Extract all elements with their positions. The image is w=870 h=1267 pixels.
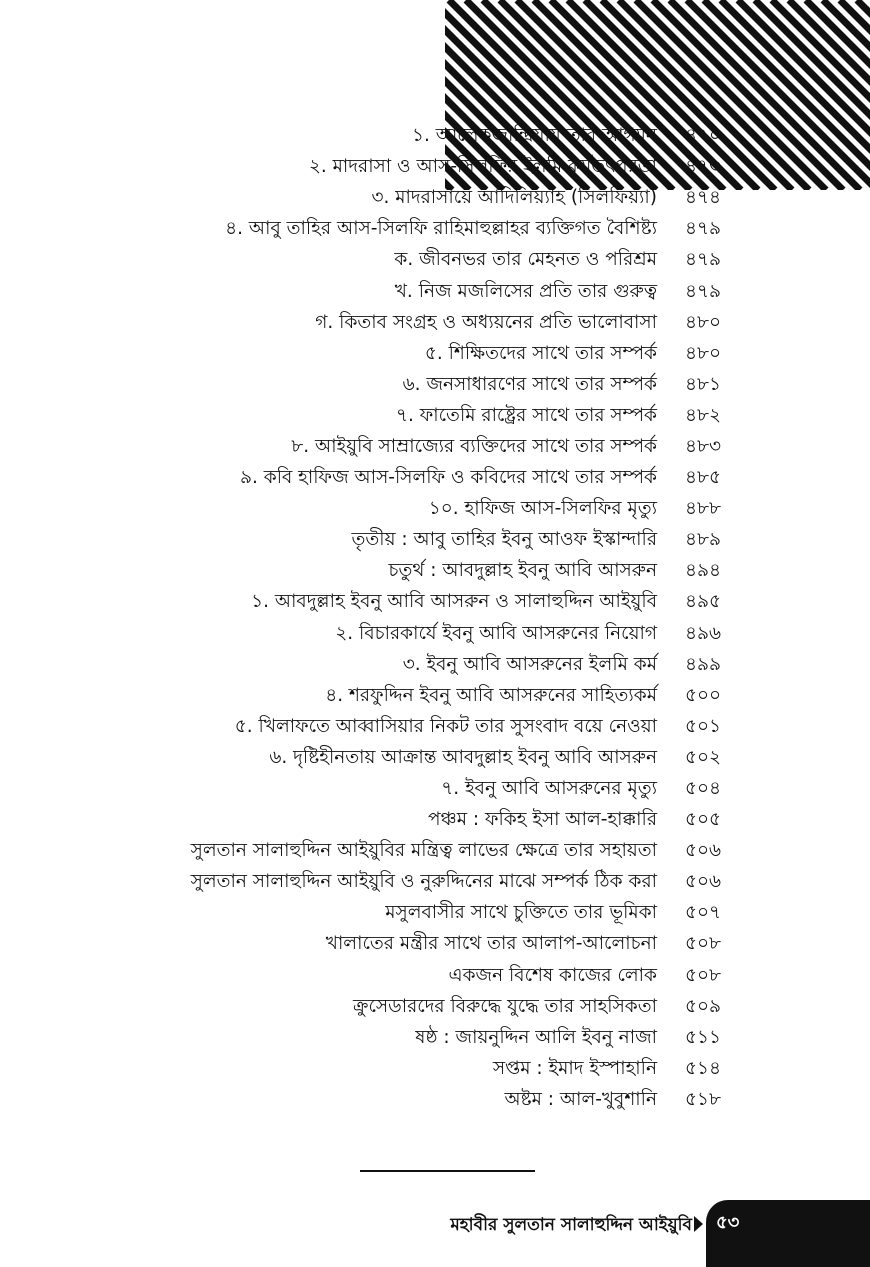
toc-entry-title: মসুলবাসীর সাথে চুক্তিতে তার ভূমিকা (385, 902, 657, 924)
toc-entry-page: ৫০৪ (685, 778, 722, 800)
page-number: ৫৩ (716, 1212, 740, 1233)
toc-entry-page: ৫০৬ (685, 840, 722, 862)
toc-entry (130, 338, 745, 369)
toc-entry-title: তৃতীয় : আবু তাহির ইবনু আওফ ইস্কান্দারি (351, 529, 657, 551)
toc-entry (130, 711, 745, 742)
toc-entry-title: গ. কিতাব সংগ্রহ ও অধ্যয়নের প্রতি ভালোবাসা (315, 311, 657, 333)
toc-entry-title: ৪. আবু তাহির আস-সিলফি রাহিমাহুল্লাহর ব্যক্তিগত বৈশিষ্ট্য (225, 218, 657, 240)
toc-entry (130, 555, 745, 586)
toc-entry-page: ৪৭৯ (685, 218, 722, 240)
toc-entry-page: ৫০৬ (685, 871, 722, 893)
toc-entry (130, 1084, 745, 1115)
toc-entry-page: ৪৮২ (685, 404, 722, 426)
toc-entry-title: ৬. জনসাধারণের সাথে তার সম্পর্ক (402, 373, 657, 395)
toc-entry-title: ৫. শিক্ষিতদের সাথে তার সম্পর্ক (424, 342, 657, 364)
toc-entry-page: ৫০৯ (685, 995, 722, 1017)
toc-entry (130, 773, 745, 804)
toc-entry (130, 897, 745, 928)
toc-entry-page: ৪৮০ (685, 311, 722, 333)
toc-entry-page: ৪৮০ (685, 342, 722, 364)
toc-entry-page: ৪৮১ (685, 373, 722, 395)
toc-entry-title: খালাতের মন্ত্রীর সাথে তার আলাপ-আলোচনা (325, 933, 657, 955)
toc-entry-page: ৪৯৪ (685, 560, 722, 582)
toc-entry-title: ৬. দৃষ্টিহীনতায় আক্রান্ত আবদুল্লাহ ইবনু আবি আসরুন (269, 746, 657, 768)
toc-entry-title: ১. আবদুল্লাহ ইবনু আবি আসরুন ও সালাহুদ্দিন আইয়ুবি (251, 591, 657, 613)
toc-entry (130, 649, 745, 680)
toc-entry-title: ২. বিচারকার্যে ইবনু আবি আসরুনের নিয়োগ (335, 622, 657, 644)
toc-entry-page: ৫০৭ (685, 902, 722, 924)
toc-entry-page: ৫১৮ (685, 1088, 722, 1110)
toc-entry-page: ৫০৫ (685, 809, 722, 831)
toc-entry-page: ৪৮৮ (685, 498, 722, 520)
toc-entry (130, 275, 745, 306)
toc-entry-page: ৫০৮ (685, 964, 722, 986)
toc-entry (130, 431, 745, 462)
toc-entry-page: ৪৭৪ (685, 187, 722, 209)
toc-entry-page: ৪৭৩ (685, 156, 722, 178)
table-of-contents (130, 120, 745, 1115)
toc-entry-title: ১. আলেকজান্দ্রিয়ায় তার আগমন (411, 125, 657, 147)
toc-entry (130, 524, 745, 555)
toc-entry-page: ৪৭৯ (685, 249, 722, 271)
toc-entry-page: ৪৮৫ (685, 467, 722, 489)
toc-entry (130, 742, 745, 773)
toc-entry-page: ৪৮৩ (685, 435, 722, 457)
toc-entry-page: ৪৮৯ (685, 529, 722, 551)
toc-entry-title: ৯. কবি হাফিজ আস-সিলফি ও কবিদের সাথে তার সম্পর্ক (240, 467, 657, 489)
toc-entry-title: ষষ্ঠ : জায়নুদ্দিন আলি ইবনু নাজা (415, 1026, 657, 1048)
toc-entry-title: চতুর্থ : আবদুল্লাহ ইবনু আবি আসরুন (388, 560, 657, 582)
toc-entry-page: ৫০০ (685, 684, 722, 706)
footer-book-title: মহাবীর সুলতান সালাহুদ্দিন আইয়ুবি (450, 1215, 692, 1235)
toc-entry-title: ৮. আইয়ুবি সাম্রাজ্যের ব্যক্তিদের সাথে তার সম্পর্ক (291, 435, 657, 457)
toc-entry (130, 866, 745, 897)
toc-entry-title: ৩. ইবনু আবি আসরুনের ইলমি কর্ম (402, 653, 657, 675)
toc-entry (130, 213, 745, 244)
toc-entry-page: ৫১৪ (685, 1057, 722, 1079)
toc-entry-page: ৫০১ (685, 715, 722, 737)
toc-entry-title: অষ্টম : আল-খুবুশানি (504, 1088, 657, 1110)
footnote-divider (360, 1170, 535, 1172)
toc-entry-page: ৫০৮ (685, 933, 722, 955)
toc-entry (130, 680, 745, 711)
toc-entry (130, 369, 745, 400)
toc-entry (130, 400, 745, 431)
toc-entry (130, 182, 745, 213)
toc-entry-page: ৫১১ (685, 1026, 722, 1048)
toc-entry-page: ৪৯৬ (685, 622, 722, 644)
toc-entry (130, 244, 745, 275)
toc-entry-title: ৭. ফাতেমি রাষ্ট্রের সাথে তার সম্পর্ক (395, 404, 657, 426)
toc-entry-title: ক. জীবনভর তার মেহনত ও পরিশ্রম (394, 249, 657, 271)
toc-entry (130, 462, 745, 493)
toc-entry-title: ২. মাদরাসা ও আস-সিলফির ইলমি কর্মতৎপরতা (308, 156, 657, 178)
toc-entry (130, 928, 745, 959)
toc-entry (130, 586, 745, 617)
toc-entry-title: ৩. মাদরাসায়ে আদিলিয়্যাহ (সিলফিয়্যা) (371, 187, 657, 209)
toc-entry-title: সুলতান সালাহুদ্দিন আইয়ুবির মন্ত্রিত্ব লাভের ক্ষেত্রে তার সহায়তা (190, 840, 657, 862)
toc-entry (130, 493, 745, 524)
toc-entry-title: ১০. হাফিজ আস-সিলফির মৃত্যু (428, 498, 657, 520)
toc-entry-page: ৪৭০ (685, 125, 722, 147)
toc-entry-page: ৫০২ (685, 746, 722, 768)
toc-entry (130, 960, 745, 991)
toc-entry-title: সপ্তম : ইমাদ ইস্পাহানি (492, 1057, 657, 1079)
toc-entry-title: একজন বিশেষ কাজের লোক (448, 964, 657, 986)
toc-entry-title: ৪. শরফুদ্দিন ইবনু আবি আসরুনের সাহিত্যকর্ম (325, 684, 657, 706)
footer-arrow-icon (694, 1216, 703, 1232)
toc-entry (130, 835, 745, 866)
toc-entry-title: ৭. ইবনু আবি আসরুনের মৃত্যু (441, 778, 657, 800)
toc-entry (130, 618, 745, 649)
toc-entry (130, 1022, 745, 1053)
toc-entry (130, 307, 745, 338)
toc-entry (130, 1053, 745, 1084)
toc-entry (130, 804, 745, 835)
toc-entry-page: ৪৯৫ (685, 591, 722, 613)
toc-entry-title: ৫. খিলাফতে আব্বাসিয়ার নিকট তার সুসংবাদ বয়ে নেওয়া (234, 715, 657, 737)
toc-entry-page: ৪৯৯ (685, 653, 722, 675)
toc-entry-title: সুলতান সালাহুদ্দিন আইয়ুবি ও নুরুদ্দিনের মাঝে সম্পর্ক ঠিক করা (190, 871, 657, 893)
toc-entry-title: পঞ্চম : ফকিহ ইসা আল-হাক্কারি (427, 809, 657, 831)
toc-entry (130, 120, 745, 151)
toc-entry-title: ক্রুসেডারদের বিরুদ্ধে যুদ্ধে তার সাহসিকতা (352, 995, 657, 1017)
toc-entry (130, 151, 745, 182)
toc-entry-page: ৪৭৯ (685, 280, 722, 302)
toc-entry-title: খ. নিজ মজলিসের প্রতি তার গুরুত্ব (394, 280, 657, 302)
toc-entry (130, 991, 745, 1022)
